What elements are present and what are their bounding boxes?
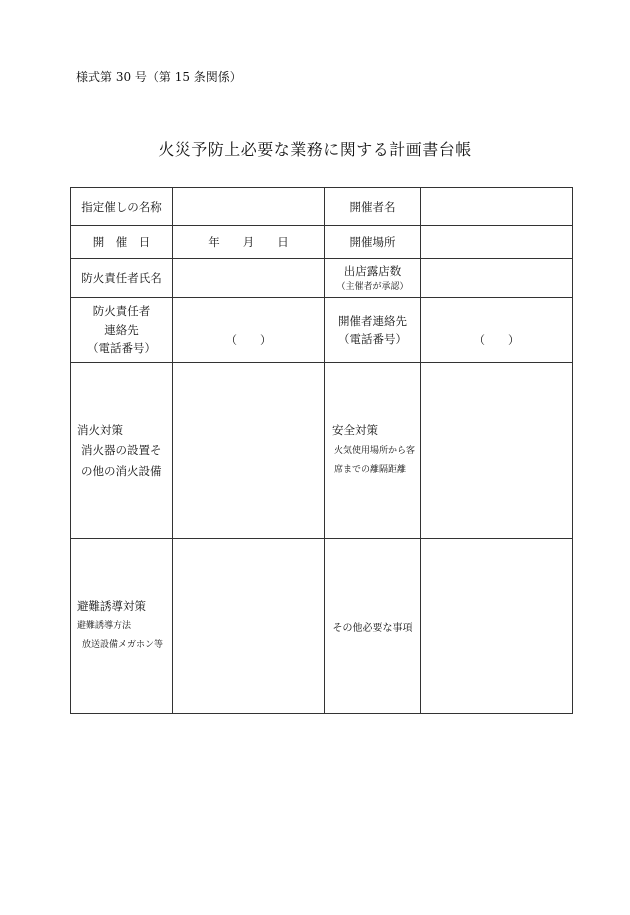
organizer-contact-label-cell <box>325 298 421 363</box>
other-matters-label: その他必要な事項 <box>325 539 421 714</box>
fire-manager-name-field[interactable] <box>173 259 325 298</box>
fire-manager-contact-line2: 連絡先 <box>104 322 139 337</box>
fire-manager-contact-line1: 防火責任者 <box>92 304 151 319</box>
safety-measures-title: 安全対策 <box>332 422 378 437</box>
fire-manager-contact-line3: （電話番号） <box>87 341 156 356</box>
organizer-phone-field[interactable]: （ ） <box>421 298 573 363</box>
document-title: 火災予防上必要な業務に関する計画書台帳 <box>158 140 472 159</box>
row-contact <box>71 298 573 363</box>
fire-manager-contact-label-cell <box>71 298 173 363</box>
evacuation-title: 避難誘導対策 <box>77 599 146 614</box>
row-event-date <box>71 226 573 259</box>
evacuation-detail-line2: 放送設備メガホン等 <box>82 639 164 650</box>
evacuation-detail-line1: 避難誘導方法 <box>77 620 132 631</box>
venue-label: 開催場所 <box>325 226 421 259</box>
fire-measures-title: 消火対策 <box>77 423 123 438</box>
organizer-name-label: 開催者名 <box>325 188 421 226</box>
organizer-name-field[interactable] <box>421 188 573 226</box>
row-fire-safety <box>71 363 573 539</box>
safety-measures-detail-line2: 席までの離隔距離 <box>334 465 407 476</box>
fire-manager-phone-field[interactable]: （ ） <box>173 298 325 363</box>
stall-count-field[interactable] <box>421 259 573 298</box>
fire-measures-field[interactable] <box>173 363 325 539</box>
form-number: 様式第 30 号（第 15 条関係） <box>76 70 242 84</box>
row-event-name <box>71 188 573 226</box>
safety-measures-detail-line1: 火気使用場所から客 <box>334 445 416 456</box>
stall-count-label: 出店露店数 <box>343 263 402 278</box>
event-date-label: 開 催 日 <box>71 226 173 259</box>
fire-measures-detail-line2: の他の消火設備 <box>81 463 162 478</box>
evacuation-label-cell <box>71 539 173 714</box>
row-fire-manager <box>71 259 573 298</box>
other-matters-field[interactable] <box>421 539 573 714</box>
safety-measures-field[interactable] <box>421 363 573 539</box>
stall-count-label-cell <box>325 259 421 298</box>
event-date-field[interactable]: 年 月 日 <box>173 226 325 259</box>
organizer-contact-line2: （電話番号） <box>338 332 407 346</box>
evacuation-field[interactable] <box>173 539 325 714</box>
event-name-field[interactable] <box>173 188 325 226</box>
fire-measures-detail-line1: 消火器の設置そ <box>81 443 162 458</box>
row-evacuation <box>71 539 573 714</box>
fire-measures-label-cell <box>71 363 173 539</box>
safety-measures-label-cell <box>325 363 421 539</box>
venue-field[interactable] <box>421 226 573 259</box>
plan-register-table <box>70 187 573 714</box>
event-name-label: 指定催しの名称 <box>71 188 173 226</box>
organizer-contact-line1: 開催者連絡先 <box>338 313 407 328</box>
fire-manager-name-label: 防火責任者氏名 <box>71 259 173 298</box>
stall-count-note: （主催者が承認） <box>336 282 409 292</box>
